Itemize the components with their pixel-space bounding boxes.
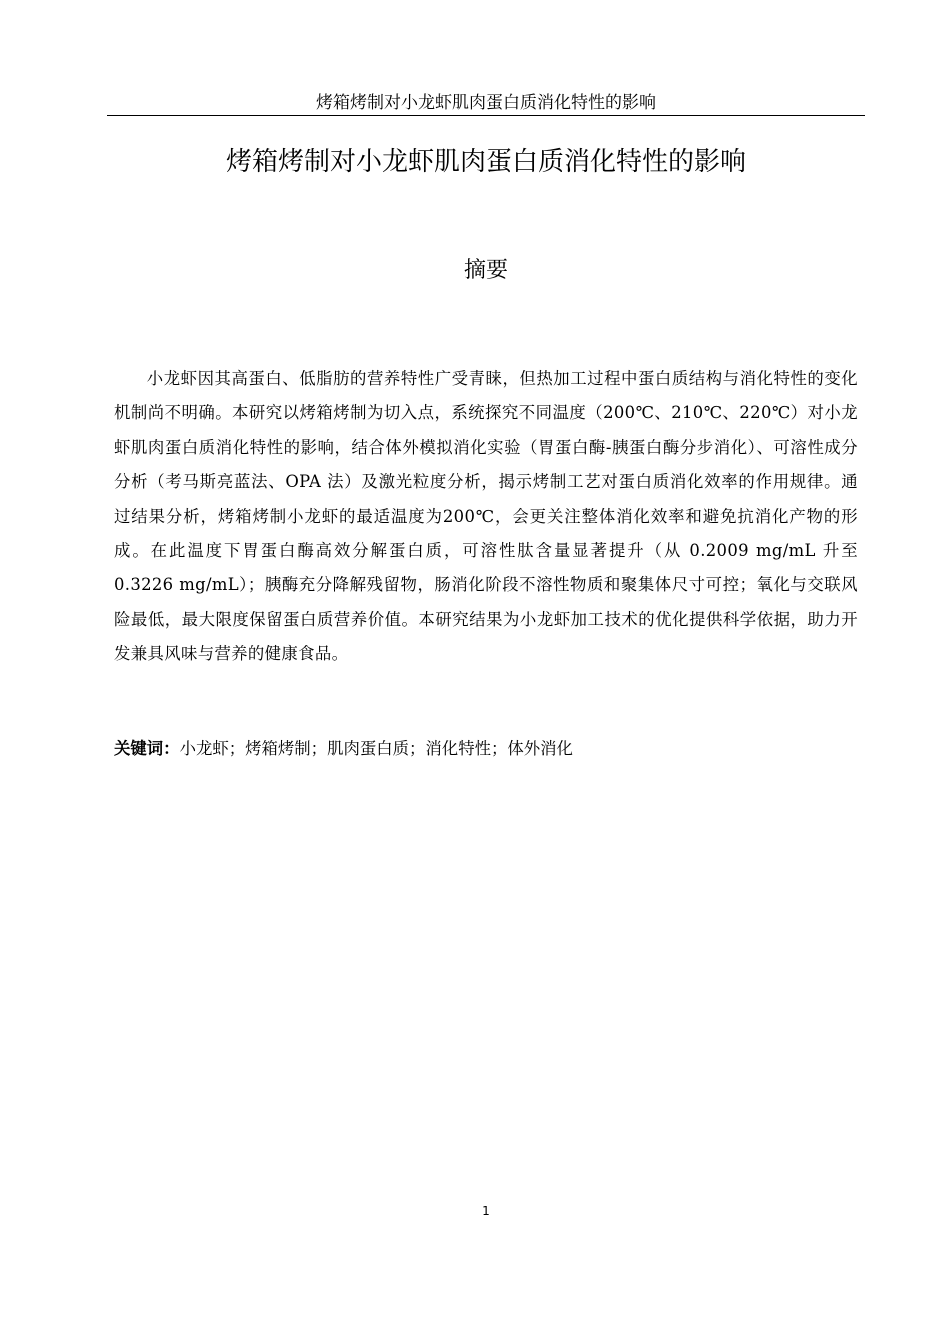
running-header: 烤箱烤制对小龙虾肌肉蛋白质消化特性的影响 xyxy=(316,93,656,113)
keywords-line xyxy=(114,732,858,766)
header-divider xyxy=(107,115,865,116)
page-number: 1 xyxy=(482,1204,490,1218)
keywords-label: 关键词： xyxy=(114,739,180,758)
keywords-value: 小龙虾；烤箱烤制；肌肉蛋白质；消化特性；体外消化 xyxy=(179,739,573,758)
document-title: 烤箱烤制对小龙虾肌肉蛋白质消化特性的影响 xyxy=(225,147,746,177)
abstract-body: 小龙虾因其高蛋白、低脂肪的营养特性广受青睐，但热加工过程中蛋白质结构与消化特性的变化机制尚不明确。本研究以烤箱烤制为切入点，系统探究不同温度（200℃、210℃、220℃）对小龙虾肌肉蛋白质消化特性的影响，结合体外模拟消化实验（胃蛋白酶-胰蛋白酶分步消化）、可溶性成分分析（考马斯亮蓝法、OPA 法）及激光粒度分析，揭示烤制工艺对蛋白质消化效率的作用规律。通过结果分析，烤箱烤制小龙虾的最适温度为200℃，会更关注整体消化效率和避免抗消化产物的形成。在此温度下胃蛋白酶高效分解蛋白质，可溶性肽含量显著提升（从 0.2009 mg/mL 升至 0.3226 mg/mL）；胰酶充分降解残留物，肠消化阶段不溶性物质和聚集体尺寸可控；氧化与交联风险最低，最大限度保留蛋白质营养价值。本研究结果为小龙虾加工技术的优化提供科学依据，助力开发兼具风味与营养的健康食品。 xyxy=(114,369,858,664)
abstract-heading: 摘要 xyxy=(463,258,508,283)
